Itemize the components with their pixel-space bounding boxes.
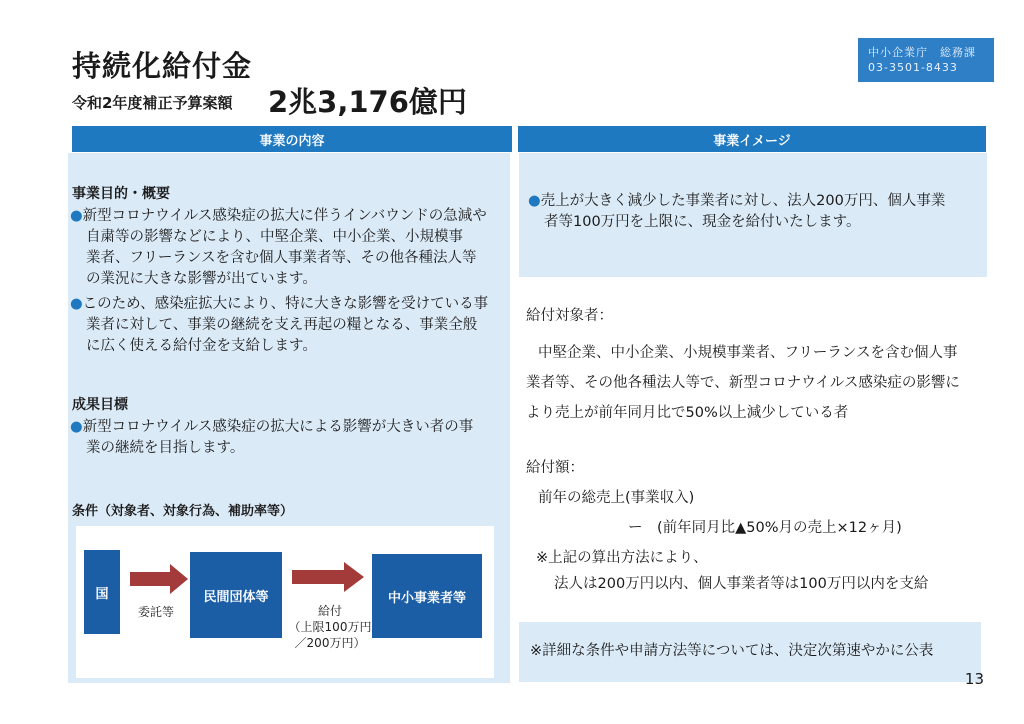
bullet-icon: ● bbox=[70, 208, 83, 224]
grant-limit: ／200万円） bbox=[294, 636, 366, 650]
arrow-label-consign: 委託等 bbox=[137, 605, 174, 619]
bullet-icon: ● bbox=[70, 296, 83, 312]
calc-note-detail: 法人は200万円以内、個人事業者等は100万円以内を支給 bbox=[554, 576, 929, 592]
target-line: より売上が前年同月比で50%以上減少している者 bbox=[526, 405, 849, 421]
condition-heading: 条件（対象者、対象行為、補助率等） bbox=[72, 504, 294, 519]
target-label: 給付対象者： bbox=[526, 308, 613, 324]
section-header-image: 事業イメージ bbox=[518, 126, 986, 152]
amount-formula: ー (前年同月比▲50%月の売上×12ヶ月) bbox=[628, 520, 902, 536]
flow-box-smes: 中小事業者等 bbox=[372, 554, 482, 638]
purpose-item bbox=[70, 294, 510, 357]
goal-line: 新型コロナウイルス感染症の拡大による影響が大きい者の事 bbox=[82, 419, 474, 435]
purpose-line: に広く使える給付金を支給します。 bbox=[86, 338, 317, 354]
purpose-line: の業況に大きな影響が出ています。 bbox=[86, 271, 317, 287]
purpose-line: 新型コロナウイルス感染症の拡大に伴うインバウンドの急減や bbox=[82, 208, 487, 224]
purpose-line: 業者、フリーランスを含む個人事業者等、その他各種法人等 bbox=[86, 250, 477, 266]
purpose-line: このため、感染症拡大により、特に大きな影響を受けている事 bbox=[82, 296, 489, 312]
arrow-label-grant bbox=[276, 603, 384, 651]
summary-text bbox=[528, 191, 986, 233]
target-line: 中堅企業、中小企業、小規模事業者、フリーランスを含む個人事 bbox=[538, 345, 958, 361]
section-header-content: 事業の内容 bbox=[72, 126, 512, 152]
bullet-icon: ● bbox=[70, 419, 83, 435]
purpose-heading: 事業目的・概要 bbox=[72, 186, 170, 202]
calc-note: ※上記の算出方法により、 bbox=[536, 550, 708, 566]
amount-line: 前年の総売上(事業収入) bbox=[538, 490, 695, 506]
flow-box-organization: 民間団体等 bbox=[190, 552, 282, 638]
summary-line: 売上が大きく減少した事業者に対し、法人200万円、個人事業 bbox=[540, 193, 946, 209]
grant-limit: （上限100万円 bbox=[288, 620, 372, 634]
page-title: 持続化給付金 bbox=[72, 49, 253, 83]
flow-box-government: 国 bbox=[84, 550, 120, 634]
target-text bbox=[526, 338, 984, 428]
page-number: 13 bbox=[964, 670, 984, 688]
arrow-icon bbox=[130, 564, 190, 594]
goal-item bbox=[70, 417, 510, 459]
agency-name: 中小企業庁 総務課 bbox=[868, 46, 976, 59]
goal-heading: 成果目標 bbox=[72, 397, 128, 413]
purpose-item bbox=[70, 206, 510, 290]
amount-label: 給付額： bbox=[526, 460, 584, 476]
footer-note: ※詳細な条件や申請方法等については、決定次第速やかに公表 bbox=[530, 643, 934, 659]
summary-line: 者等100万円を上限に、現金を給付いたします。 bbox=[544, 214, 861, 230]
purpose-line: 業者に対して、事業の継続を支え再起の糧となる、事業全般 bbox=[86, 317, 478, 333]
budget-value: 2兆3,176億円 bbox=[268, 85, 467, 119]
budget-label: 令和2年度補正予算案額 bbox=[72, 94, 233, 112]
purpose-line: 自粛等の影響などにより、中堅企業、中小企業、小規模事 bbox=[86, 229, 463, 245]
bullet-icon: ● bbox=[528, 193, 541, 209]
grant-label: 給付 bbox=[317, 604, 342, 618]
arrow-icon bbox=[292, 562, 366, 592]
agency-phone: 03-3501-8433 bbox=[868, 61, 958, 74]
goal-line: 業の継続を目指します。 bbox=[86, 440, 245, 456]
target-line: 業者等、その他各種法人等で、新型コロナウイルス感染症の影響に bbox=[526, 375, 960, 391]
agency-badge bbox=[858, 38, 994, 82]
